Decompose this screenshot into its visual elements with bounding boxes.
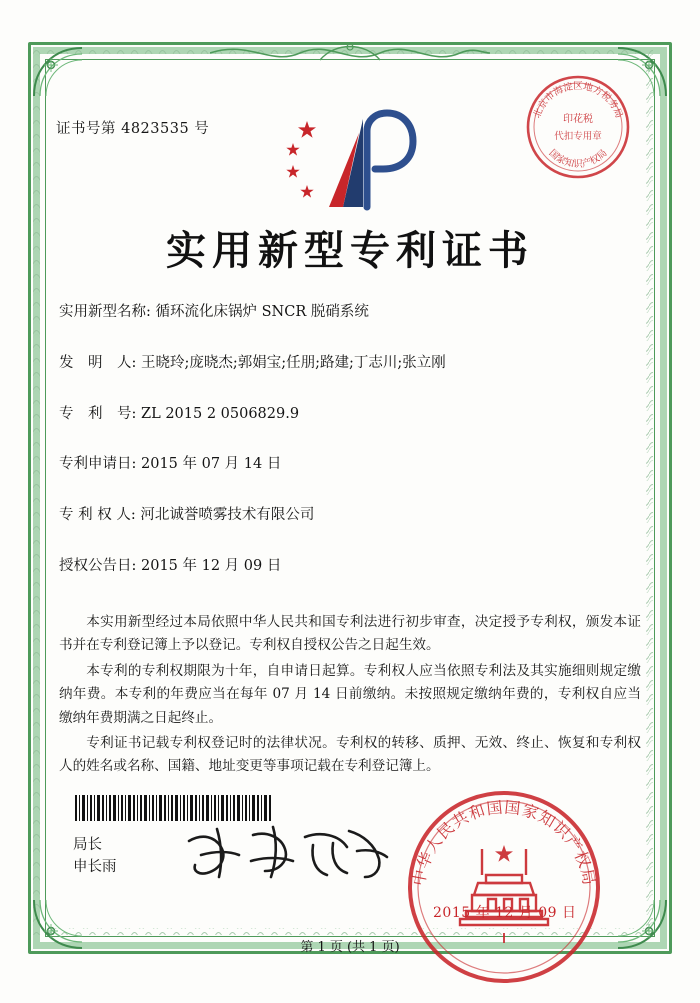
tax-stamp-seal xyxy=(518,67,638,187)
field-value: 河北诚誉喷雾技术有限公司 xyxy=(140,507,315,523)
page-footer: 第 1 页 (共 1 页) xyxy=(300,940,400,955)
svg-text:北京市海淀区地方税务局: 北京市海淀区地方税务局 xyxy=(531,81,625,120)
patent-office-logo-icon xyxy=(271,103,431,213)
field-label: 发 明 人: xyxy=(59,354,137,371)
field-value: 2015 年 12 月 09 日 xyxy=(141,557,282,574)
svg-text:印花税: 印花税 xyxy=(563,114,593,125)
field-value: ZL 2015 2 0506829.9 xyxy=(141,405,300,422)
body-paragraph: 本专利的专利权期限为十年，自申请日起算。专利权人应当依照专利法及其实施细则规定缴纳年费。本专利的年费应当在每年 07 月 14 日前缴纳。未按照规定缴纳年费的，专利权自应当缴纳年费期满之日起终止。 xyxy=(59,662,641,726)
field-list xyxy=(59,302,639,607)
signature-block xyxy=(73,834,117,879)
national-seal xyxy=(400,783,608,991)
field-row xyxy=(59,302,639,324)
certificate-number: 证书号第 4823535 号 xyxy=(56,121,210,137)
field-row xyxy=(59,505,639,527)
field-label: 授权公告日: xyxy=(59,557,137,574)
body-text xyxy=(59,611,641,781)
body-paragraph: 本实用新型经过本局依照中华人民共和国专利法进行初步审查，决定授予专利权，颁发本证书并在专利登记簿上予以登记。专利权自授权公告之日起生效。 xyxy=(59,614,641,654)
field-label: 专 利 号: xyxy=(59,405,137,422)
barcode xyxy=(75,795,271,821)
signature-name: 申长雨 xyxy=(73,859,117,876)
body-paragraph: 专利证书记载专利权登记时的法律状况。专利权的转移、质押、无效、终止、恢复和专利权人的姓名或名称、国籍、地址变更等事项记载在专利登记簿上。 xyxy=(59,734,641,775)
svg-text:代扣专用章: 代扣专用章 xyxy=(554,131,602,142)
page-title: 实用新型专利证书 xyxy=(166,227,534,274)
field-row xyxy=(59,454,639,476)
field-value: 循环流化床锅炉 SNCR 脱硝系统 xyxy=(155,304,369,320)
svg-text:中华人民共和国国家知识产权局: 中华人民共和国国家知识产权局 xyxy=(409,797,599,888)
certificate-content xyxy=(45,59,655,955)
field-label: 专利申请日: xyxy=(59,456,137,473)
field-value: 2015 年 07 月 14 日 xyxy=(141,456,282,473)
field-row xyxy=(59,556,639,578)
seal-date: 2015 年 12 月 09 日 xyxy=(433,905,577,921)
field-label: 专 利 权 人: xyxy=(59,507,136,523)
field-value: 王晓玲;庞晓杰;郭娟宝;任朋;路建;丁志川;张立刚 xyxy=(141,354,446,371)
signature-role-label: 局长 xyxy=(73,837,102,853)
handwritten-signature xyxy=(181,821,401,885)
svg-text:国家知识产权局: 国家知识产权局 xyxy=(546,147,610,170)
field-row xyxy=(59,404,639,426)
field-row xyxy=(59,353,639,375)
field-label: 实用新型名称: xyxy=(59,304,151,320)
